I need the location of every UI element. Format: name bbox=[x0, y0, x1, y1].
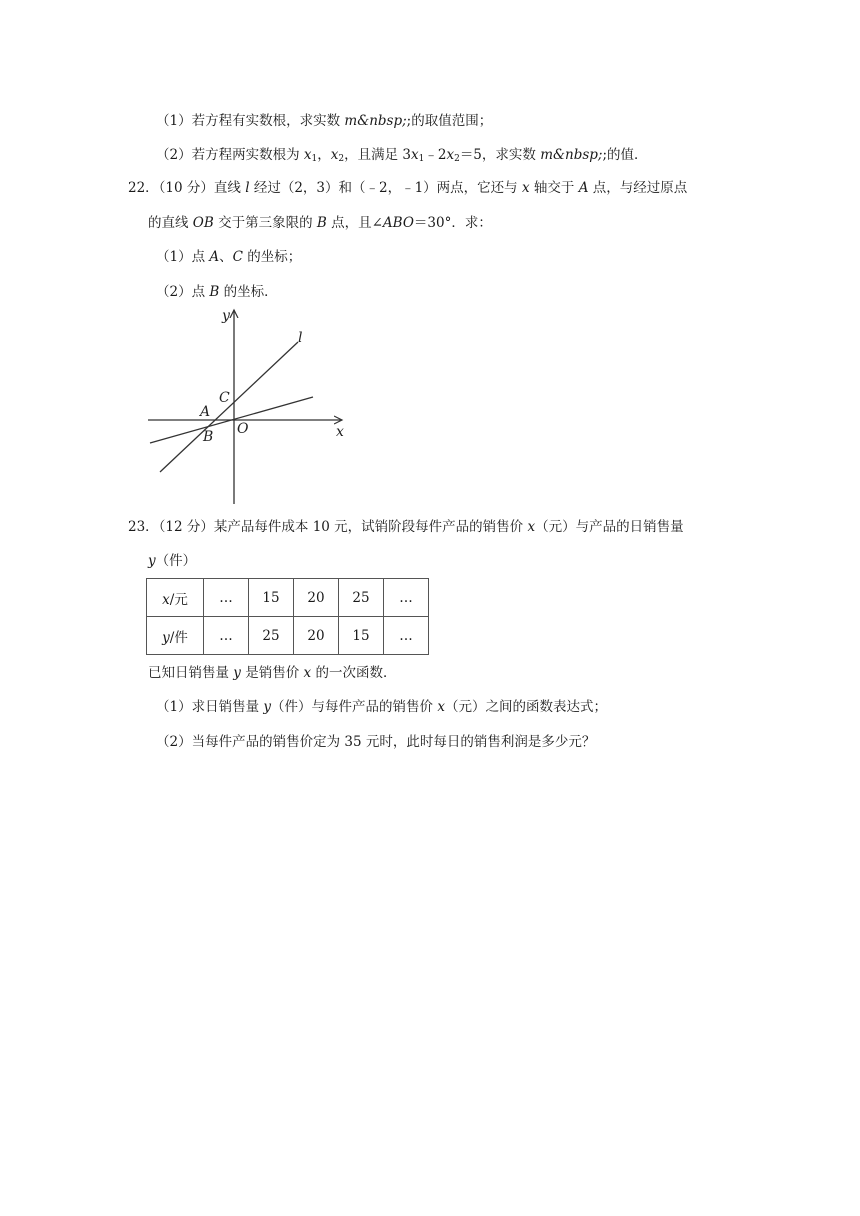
q23-line2: y（件） bbox=[148, 553, 197, 569]
table-row bbox=[147, 579, 429, 617]
table-cell: … bbox=[384, 579, 429, 617]
table-cell: … bbox=[204, 579, 249, 617]
q22-part1: （1）点 A、C 的坐标； bbox=[156, 249, 302, 265]
coordinate-figure bbox=[146, 304, 356, 510]
table-cell: 15 bbox=[249, 579, 294, 617]
table-cell: 20 bbox=[294, 579, 339, 617]
q21-part2: （2）若方程两实数根为 $x_1$，$x_2$，且满足 $3x_1﹣2x_2=5$，求实数 m&nbsp;;的值． bbox=[156, 147, 648, 164]
table-cell: … bbox=[204, 617, 249, 655]
q23-part1: （1）求日销售量 y（件）与每件产品的销售价 x（元）之间的函数表达式； bbox=[156, 699, 607, 715]
table-cell: 25 bbox=[339, 579, 384, 617]
price-sales-table bbox=[146, 578, 429, 655]
q21-part1: （1）若方程有实数根，求实数 m&nbsp;;的取值范围； bbox=[156, 113, 493, 129]
table-cell: 25 bbox=[249, 617, 294, 655]
q23-part2: （2）当每件产品的销售价定为 35 元时，此时每日的销售利润是多少元？ bbox=[156, 734, 596, 750]
table-row bbox=[147, 617, 429, 655]
point-a-label: A bbox=[200, 404, 211, 420]
q22-part2: （2）点 B 的坐标． bbox=[156, 284, 278, 300]
x-axis-label: x bbox=[336, 424, 344, 440]
table-header-cell: x/元 bbox=[147, 579, 204, 617]
table-cell: 15 bbox=[339, 617, 384, 655]
line-l-label: l bbox=[298, 330, 303, 346]
q23-known: 已知日销售量 y 是销售价 x 的一次函数． bbox=[148, 665, 397, 681]
y-axis-label: y bbox=[222, 308, 230, 324]
point-b-label: B bbox=[203, 429, 214, 445]
table-cell: … bbox=[384, 617, 429, 655]
point-c-label: C bbox=[219, 390, 230, 406]
q22-line2: 的直线 OB 交于第三象限的 B 点，且∠ABO＝30°．求： bbox=[148, 215, 492, 231]
table-header-cell: y/件 bbox=[147, 617, 204, 655]
q23-line1: 23．（12 分）某产品每件成本 10 元，试销阶段每件产品的销售价 x（元）与产品的日销售量 bbox=[128, 519, 684, 535]
origin-label: O bbox=[237, 421, 249, 437]
table-cell: 20 bbox=[294, 617, 339, 655]
q22-line1: 22．（10 分）直线 l 经过（2，3）和（﹣2，﹣1）两点，它还与 x 轴交于 A 点，与经过原点 bbox=[128, 180, 688, 196]
